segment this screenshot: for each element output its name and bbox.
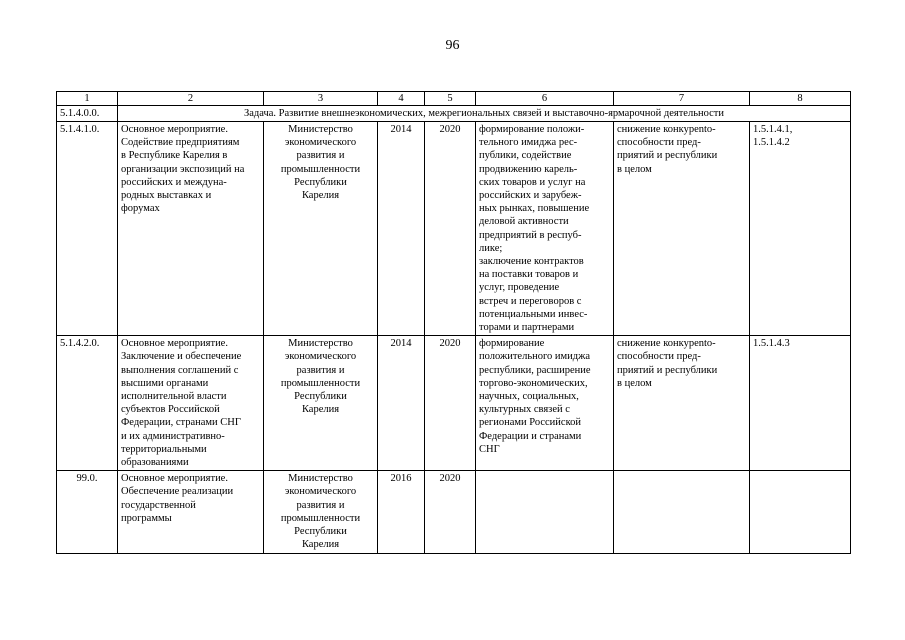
column-number: 6 xyxy=(476,92,614,106)
column-number-row xyxy=(57,92,851,106)
activity-consequence: снижение конкурento- способности пред- приятий и республики в целом xyxy=(614,336,750,471)
activity-consequence: снижение конкурento- способности пред- приятий и республики в целом xyxy=(614,122,750,336)
task-title: Задача. Развитие внешнеэкономических, межрегиональных связей и выставочно-ярмарочной деятельности xyxy=(118,106,851,122)
activity-code: 5.1.4.1.0. xyxy=(57,122,118,336)
activity-indicators: 1.5.1.4.3 xyxy=(750,336,851,471)
column-number: 3 xyxy=(264,92,378,106)
activity-result xyxy=(476,471,614,553)
column-number: 2 xyxy=(118,92,264,106)
activity-code: 5.1.4.2.0. xyxy=(57,336,118,471)
activity-start-year: 2014 xyxy=(378,336,425,471)
activity-result: формирование положи- тельного имиджа рес- публики, содействие продвижению карель- ских товаров и услуг на российских и зарубеж- ных рынках, повышение деловой активности предприятий в респуб- лике; заключение контрактов на поставки товаров и услуг, проведение встреч и переговоров с потенциальными инвес- торами и партнерами xyxy=(476,122,614,336)
activity-end-year: 2020 xyxy=(425,471,476,553)
table-row xyxy=(57,471,851,553)
column-number: 7 xyxy=(614,92,750,106)
column-number: 4 xyxy=(378,92,425,106)
column-number: 8 xyxy=(750,92,851,106)
table-row xyxy=(57,336,851,471)
activity-end-year: 2020 xyxy=(425,336,476,471)
activity-result: формирование положительного имиджа республики, расширение торгово-экономических, научных, социальных, культурных связей с регионами Российской Федерации и странами СНГ xyxy=(476,336,614,471)
column-number: 5 xyxy=(425,92,476,106)
activity-start-year: 2014 xyxy=(378,122,425,336)
activity-indicators: 1.5.1.4.1, 1.5.1.4.2 xyxy=(750,122,851,336)
task-code: 5.1.4.0.0. xyxy=(57,106,118,122)
activity-name: Основное мероприятие. Обеспечение реализации государственной программы xyxy=(118,471,264,553)
activity-start-year: 2016 xyxy=(378,471,425,553)
activity-code: 99.0. xyxy=(57,471,118,553)
activity-consequence xyxy=(614,471,750,553)
column-number: 1 xyxy=(57,92,118,106)
activity-executor: Министерство экономического развития и промышленности Республики Карелия xyxy=(264,471,378,553)
activity-indicators xyxy=(750,471,851,553)
program-table xyxy=(56,91,851,554)
table-row xyxy=(57,122,851,336)
activity-name: Основное мероприятие. Содействие предприятиям в Республике Карелия в организации экспозиций на российских и междуна- родных выставках и форумах xyxy=(118,122,264,336)
activity-end-year: 2020 xyxy=(425,122,476,336)
page-number: 96 xyxy=(445,38,460,53)
task-row xyxy=(57,106,851,122)
activity-executor: Министерство экономического развития и промышленности Республики Карелия xyxy=(264,336,378,471)
activity-executor: Министерство экономического развития и промышленности Республики Карелия xyxy=(264,122,378,336)
activity-name: Основное мероприятие. Заключение и обеспечение выполнения соглашений с высшими органами исполнительной власти субъектов Российской Федерации, странами СНГ и их административно- территориальными образованиями xyxy=(118,336,264,471)
